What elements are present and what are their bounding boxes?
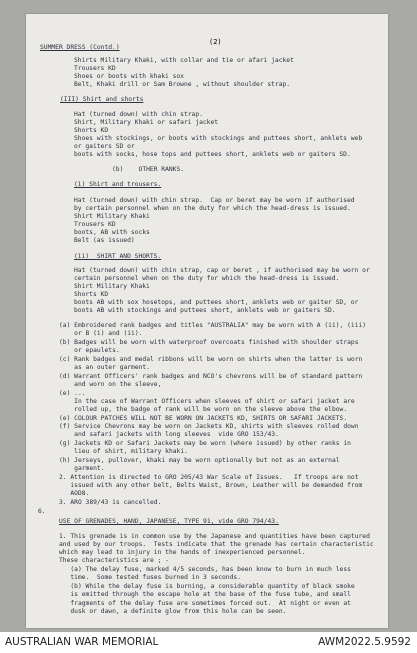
text-line: certain personnel when on the duty for which the head-dress is issued.: [74, 275, 340, 282]
text-line: Hat (turned down) with chin strap.: [74, 111, 203, 118]
text-line: (b) Badges will be worn with waterproof overcoats finished with shoulder straps: [59, 339, 359, 346]
text-line: Shorts KD: [74, 291, 109, 298]
text-line: boots AB with stockings and puttees short, anklets web or gaiters SD.: [74, 307, 336, 314]
text-line: 3. ARO 389/43 is cancelled.: [59, 499, 162, 506]
text-line: garment.: [59, 465, 105, 472]
text-line: is emitted through the escape hole at the base of the fuse tube, and small: [59, 591, 351, 598]
text-line: Belt, Khaki drill or Sam Browne , without shoulder strap.: [74, 81, 291, 88]
text-line: issued with any other belt, Belts Waist, Brown, Leather will be demanded from: [59, 482, 363, 489]
text-line: AOD8.: [59, 490, 90, 497]
text-line: Shoes or boots with khaki sox: [74, 73, 184, 80]
text-line: Hat (turned down) with chin strap, cap or beret , if authorised may be worn or: [74, 267, 370, 274]
section-title: USE OF GRENADES, HAND, JAPANESE, TYPE 91, vide GRO 794/43.: [59, 518, 279, 525]
text-line: Shirt Military Khaki: [74, 213, 150, 220]
text-line: Belt (as issued): [74, 237, 135, 244]
text-line: 2. Attention is directed to GRO 205/43 War Scale of Issues. If troops are not: [59, 474, 359, 481]
text-line: or epaulets.: [59, 347, 120, 354]
text-line: as an outer garment.: [59, 364, 150, 371]
text-line: which may lead to injury in the hands of inexperienced personnel.: [59, 549, 306, 556]
document-text: [26, 14, 388, 628]
document-page: [26, 14, 388, 628]
caption-bar: [0, 632, 417, 653]
text-line: Shirt Military Khaki: [74, 283, 150, 290]
text-line: Shirts Military Khaki, with collar and tie or afari jacket: [74, 57, 294, 64]
text-line: by certain personnel when on the duty for which the head-dress is issued.: [74, 205, 351, 212]
institution-name: AUSTRALIAN WAR MEMORIAL: [5, 636, 159, 648]
text-line: Shoes with stockings, or boots with stockings and puttees short, anklets web: [74, 135, 363, 142]
page-number: (2): [209, 38, 222, 46]
subsection-heading: (ii) SHIRT AND SHORTS.: [74, 253, 162, 260]
text-line: boots, AB with socks: [74, 229, 150, 236]
text-line: Trousers KD: [74, 221, 116, 228]
text-line: or gaiters SD or: [74, 143, 135, 150]
text-line: 1. This grenade is in common use by the Japanese and quantities have been captured: [59, 533, 370, 540]
section-title: SUMMER DRESS (Contd.): [40, 44, 120, 51]
text-line: lieu of shirt, military khaki.: [59, 448, 188, 455]
text-line: (a) Embroidered rank badges and titles "AUSTRALIA" may be worn with A (ii), (iii): [59, 322, 367, 329]
accession-number: AWM2022.5.9592: [318, 636, 411, 648]
subsection-heading: (b) OTHER RANKS.: [112, 166, 185, 173]
text-line: Shirt, Military Khaki or safari jacket: [74, 119, 219, 126]
subsection-heading: (III) Shirt and shorts: [60, 96, 144, 103]
subsection-heading: (i) Shirt and trousers.: [74, 181, 162, 188]
text-line: Hat (turned down) with chin strap. Cap or beret may be worn if authorised: [74, 197, 355, 204]
margin-number: 6.: [38, 508, 46, 515]
text-line: (c) Rank badges and medal ribbons will be worn on shirts when the latter is worn: [59, 356, 363, 363]
text-line: (a) The delay fuse, marked 4/5 seconds, has been know to burn in much less: [59, 566, 351, 573]
text-line: boots with socks, hose tops and puttees short, anklets web or gaiters SD.: [74, 151, 351, 158]
text-line: and worn on the sleeve,: [59, 381, 162, 388]
text-line: (g) Jackets KD or Safari Jackets may be worn (where issued) by other ranks in: [59, 440, 351, 447]
text-line: rolled up, the badge of rank will be worn on the sleeve above the elbow.: [59, 406, 348, 413]
text-line: fragments of the delay fuse are sometimes forced out. At night or even at: [59, 600, 351, 607]
text-line: dusk or dawn, a definite glow from this hole can be seen.: [59, 608, 287, 615]
text-line: (d) Warrant Officers' rank badges and NCO's chevrons will be of standard pattern: [59, 373, 363, 380]
text-line: time. Some tested fuses burned in 3 seconds.: [59, 574, 241, 581]
text-line: and safari jackets with long sleeves vide GRO 153/43.: [59, 431, 279, 438]
text-line: (b) While the delay fuse is burning, a considerable quantity of black smoke: [59, 583, 355, 590]
text-line: Shorts KD: [74, 127, 109, 134]
text-line: or B (i) and (ii).: [59, 330, 143, 337]
text-line: and used by our troops. Tests indicate that the grenade has certain characteristic: [59, 541, 374, 548]
text-line: In the case of Warrant Officers when sleeves of shirt or safari jacket are: [59, 398, 355, 405]
text-line: (e) ...: [59, 390, 86, 397]
text-line: (h) Jerseys, pullover, khaki may be worn optionally but not as an external: [59, 457, 340, 464]
text-line: (e) COLOUR PATCHES WILL NOT BE WORN ON JACKETS KD, SHIRTS OR SAFARI JACKETS.: [59, 415, 348, 422]
text-line: (f) Service Chevrons may be worn on Jackets KD, shirts with sleeves rolled down: [59, 423, 359, 430]
text-line: These characteristics are ; -: [59, 557, 169, 564]
text-line: boots AB with sox hosetops, and puttees short, anklets web or gaiter SD, or: [74, 299, 359, 306]
text-line: Trousers KD: [74, 65, 116, 72]
